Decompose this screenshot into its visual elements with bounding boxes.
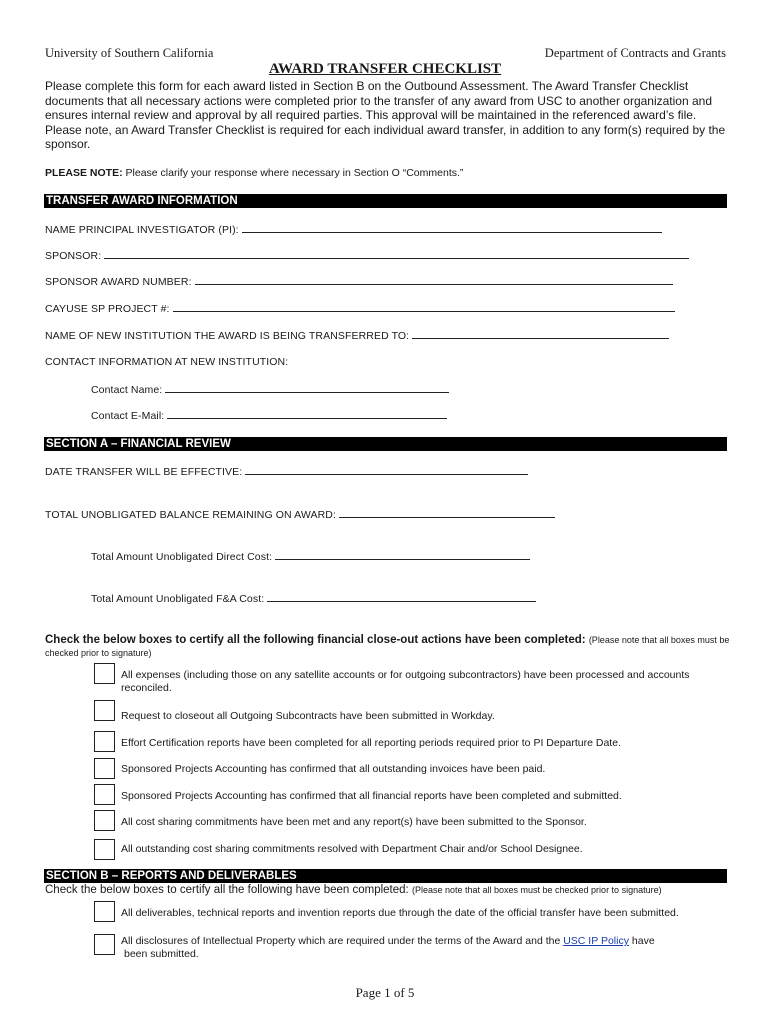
- section-a-heading: SECTION A – FINANCIAL REVIEW: [44, 437, 727, 451]
- checkbox-effort-certification[interactable]: [94, 731, 115, 752]
- contact-email-line[interactable]: [167, 417, 447, 419]
- checkbox-subcontracts[interactable]: [94, 700, 115, 721]
- sponsor-award-number-label: SPONSOR AWARD NUMBER:: [45, 276, 192, 288]
- sponsor-line[interactable]: [104, 257, 689, 259]
- usc-ip-policy-link[interactable]: USC IP Policy: [563, 935, 629, 947]
- sponsor-award-number-line[interactable]: [195, 283, 673, 285]
- contact-name-line[interactable]: [165, 391, 449, 393]
- section-a-certify-instructions: [45, 634, 730, 660]
- check-ip-text-line2: been submitted.: [124, 948, 199, 960]
- checkbox-expenses[interactable]: [94, 663, 115, 684]
- section-a-certify-bold: Check the below boxes to certify all the following financial close-out actions have been completed:: [45, 634, 586, 646]
- page-number: Page 1 of 5: [355, 985, 415, 1000]
- checkbox-invoices-paid[interactable]: [94, 758, 115, 779]
- checkbox-deliverables[interactable]: [94, 901, 115, 922]
- sponsor-label: SPONSOR:: [45, 250, 102, 262]
- contact-name-field[interactable]: [91, 384, 449, 396]
- direct-cost-field[interactable]: [91, 551, 530, 563]
- contact-name-label: Contact Name:: [91, 384, 163, 396]
- pi-name-field[interactable]: [45, 224, 662, 236]
- total-unobligated-label: TOTAL UNOBLIGATED BALANCE REMAINING ON AWARD:: [45, 509, 336, 521]
- section-a-certify-note: (Please note that all boxes must be checked prior to signature): [45, 635, 730, 658]
- check-invoices-paid-label: Sponsored Projects Accounting has confirmed that all outstanding invoices have been paid.: [121, 763, 546, 775]
- fa-cost-line[interactable]: [267, 600, 536, 602]
- checkbox-financial-reports[interactable]: [94, 784, 115, 805]
- section-b-heading: SECTION B – REPORTS AND DELIVERABLES: [44, 869, 727, 883]
- transfer-info-heading: TRANSFER AWARD INFORMATION: [44, 194, 727, 208]
- new-institution-line[interactable]: [412, 337, 669, 339]
- check-financial-reports-label: Sponsored Projects Accounting has confirmed that all financial reports have been completed and submitted.: [121, 790, 622, 802]
- please-note-label: PLEASE NOTE:: [45, 167, 123, 179]
- direct-cost-line[interactable]: [275, 558, 530, 560]
- check-cost-sharing-resolved-label: All outstanding cost sharing commitments resolved with Department Chair and/or School Designee.: [121, 843, 583, 855]
- sponsor-award-number-field[interactable]: [45, 276, 673, 288]
- please-note-text: Please clarify your response where necessary in Section O “Comments.”: [125, 167, 464, 179]
- direct-cost-label: Total Amount Unobligated Direct Cost:: [91, 551, 273, 563]
- date-effective-field[interactable]: [45, 466, 528, 478]
- date-effective-line[interactable]: [245, 473, 528, 475]
- fa-cost-field[interactable]: [91, 593, 536, 605]
- new-institution-label: NAME OF NEW INSTITUTION THE AWARD IS BEING TRANSFERRED TO:: [45, 330, 410, 342]
- header-department: Department of Contracts and Grants: [544, 46, 726, 60]
- pi-name-label: NAME PRINCIPAL INVESTIGATOR (PI):: [45, 224, 239, 236]
- section-b-certify-text: Check the below boxes to certify all the following have been completed:: [45, 884, 409, 896]
- header-university: University of Southern California: [45, 46, 214, 60]
- total-unobligated-line[interactable]: [339, 516, 555, 518]
- check-ip-disclosures-label: [121, 935, 721, 961]
- sponsor-field[interactable]: [45, 250, 689, 262]
- intro-paragraph: Please complete this form for each award listed in Section B on the Outbound Assessment. The Award Transfer Checklist documents that all necessary actions were completed prior to the transfer of any award from USC to another organization and ensures internal review and approval by all required parties. This approval will be maintained in the referenced award’s file. Please note, an Award Transfer Checklist is required for each individual award transfer, in addition to any form(s) required by the sponsor.: [45, 79, 726, 152]
- section-b-certify-note: (Please note that all boxes must be checked prior to signature): [411, 885, 662, 895]
- checkbox-cost-sharing-met[interactable]: [94, 810, 115, 831]
- check-expenses-label: All expenses (including those on any satellite accounts or for outgoing subcontractors) have been processed and accounts reconciled.: [121, 669, 690, 694]
- check-effort-certification-label: Effort Certification reports have been completed for all reporting periods required prior to PI Departure Date.: [121, 737, 621, 749]
- date-effective-label: DATE TRANSFER WILL BE EFFECTIVE:: [45, 466, 243, 478]
- contact-email-label: Contact E-Mail:: [91, 410, 165, 422]
- contact-info-label: CONTACT INFORMATION AT NEW INSTITUTION:: [45, 356, 289, 368]
- cayuse-project-field[interactable]: [45, 303, 675, 315]
- checkbox-ip-disclosures[interactable]: [94, 934, 115, 955]
- checkbox-cost-sharing-resolved[interactable]: [94, 839, 115, 860]
- new-institution-field[interactable]: [45, 330, 669, 342]
- cayuse-project-label: CAYUSE SP PROJECT #:: [45, 303, 170, 315]
- contact-email-field[interactable]: [91, 410, 447, 422]
- pi-name-line[interactable]: [242, 231, 662, 233]
- section-b-certify-instructions: [45, 884, 662, 896]
- total-unobligated-field[interactable]: [45, 509, 555, 521]
- page-title: AWARD TRANSFER CHECKLIST: [268, 61, 502, 77]
- please-note: [45, 167, 463, 179]
- fa-cost-label: Total Amount Unobligated F&A Cost:: [91, 593, 265, 605]
- check-ip-text-after: have: [631, 935, 655, 947]
- cayuse-project-line[interactable]: [173, 310, 675, 312]
- check-ip-text-before: All disclosures of Intellectual Property which are required under the terms of the Award and the: [121, 935, 561, 947]
- check-deliverables-label: All deliverables, technical reports and invention reports due through the date of the official transfer have been submitted.: [121, 907, 679, 919]
- check-subcontracts-label: Request to closeout all Outgoing Subcontracts have been submitted in Workday.: [121, 710, 495, 722]
- check-cost-sharing-met-label: All cost sharing commitments have been met and any report(s) have been submitted to the Sponsor.: [121, 816, 587, 828]
